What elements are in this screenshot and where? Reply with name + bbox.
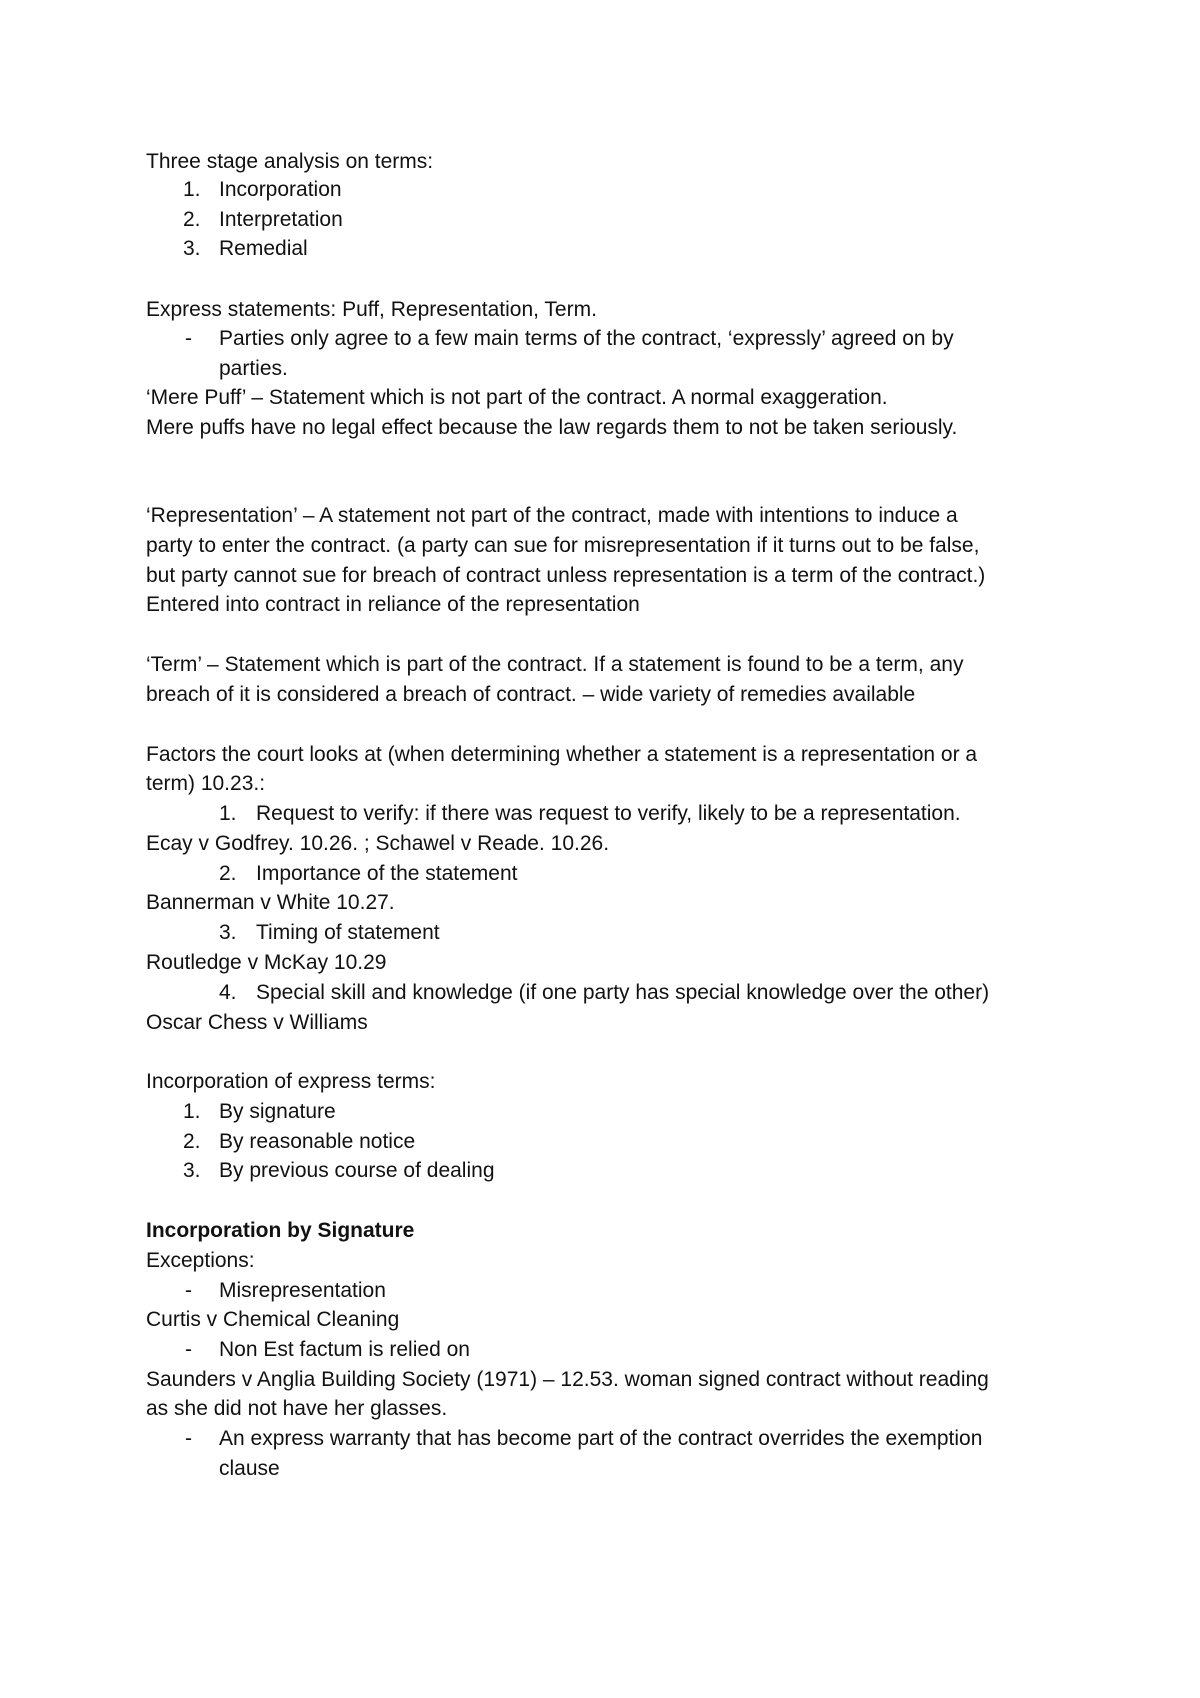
case-citation: Bannerman v White 10.27. bbox=[146, 891, 395, 914]
incorporation-item: By signature bbox=[219, 1100, 336, 1123]
incorporation-number: 1. bbox=[183, 1100, 201, 1123]
stage-item: Remedial bbox=[219, 237, 308, 260]
incorporation-item: By previous course of dealing bbox=[219, 1159, 495, 1182]
mere-puff-note: Mere puffs have no legal effect because the law regards them to not be taken seriously. bbox=[146, 416, 958, 439]
representation-line: ‘Representation’ – A statement not part of the contract, made with intentions to induce a bbox=[146, 504, 958, 527]
case-citation: Routledge v McKay 10.29 bbox=[146, 951, 387, 974]
representation-line: but party cannot sue for breach of contract unless representation is a term of the contract.) bbox=[146, 564, 986, 587]
term-line: ‘Term’ – Statement which is part of the contract. If a statement is found to be a term, any bbox=[146, 653, 964, 676]
case-citation: Curtis v Chemical Cleaning bbox=[146, 1308, 400, 1331]
bullet-dash: - bbox=[185, 1279, 192, 1302]
factor-number: 1. bbox=[219, 802, 237, 825]
factor-item: Timing of statement bbox=[256, 921, 440, 944]
stage-number: 2. bbox=[183, 208, 201, 231]
factor-item: Importance of the statement bbox=[256, 862, 518, 885]
exception-item: Misrepresentation bbox=[219, 1279, 386, 1302]
express-bullet-line: Parties only agree to a few main terms of the contract, ‘expressly’ agreed on by bbox=[219, 327, 954, 350]
bullet-dash: - bbox=[185, 1427, 192, 1450]
express-bullet-line: parties. bbox=[219, 357, 288, 380]
factor-number: 2. bbox=[219, 862, 237, 885]
representation-line: party to enter the contract. (a party can sue for misrepresentation if it turns out to be false, bbox=[146, 534, 980, 557]
exception-item: clause bbox=[219, 1457, 280, 1480]
incorporation-number: 3. bbox=[183, 1159, 201, 1182]
case-citation: as she did not have her glasses. bbox=[146, 1397, 448, 1420]
bullet-dash: - bbox=[185, 327, 192, 350]
term-line: breach of it is considered a breach of contract. – wide variety of remedies available bbox=[146, 683, 916, 706]
stage-item: Interpretation bbox=[219, 208, 343, 231]
signature-heading: Incorporation by Signature bbox=[146, 1219, 415, 1242]
exception-item: Non Est factum is relied on bbox=[219, 1338, 470, 1361]
stages-heading: Three stage analysis on terms: bbox=[146, 150, 434, 173]
representation-line: Entered into contract in reliance of the representation bbox=[146, 593, 640, 616]
factor-item: Request to verify: if there was request to verify, likely to be a representation. bbox=[256, 802, 961, 825]
stage-number: 1. bbox=[183, 178, 201, 201]
stage-item: Incorporation bbox=[219, 178, 342, 201]
express-heading: Express statements: Puff, Representation, Term. bbox=[146, 298, 597, 321]
factor-item: Special skill and knowledge (if one party has special knowledge over the other) bbox=[256, 981, 990, 1004]
bullet-dash: - bbox=[185, 1338, 192, 1361]
incorporation-item: By reasonable notice bbox=[219, 1130, 416, 1153]
stage-number: 3. bbox=[183, 237, 201, 260]
exceptions-label: Exceptions: bbox=[146, 1249, 255, 1272]
factors-heading: Factors the court looks at (when determining whether a statement is a representation or a bbox=[146, 743, 978, 766]
mere-puff-definition: ‘Mere Puff’ – Statement which is not part of the contract. A normal exaggeration. bbox=[146, 386, 888, 409]
case-citation: Saunders v Anglia Building Society (1971) – 12.53. woman signed contract without reading bbox=[146, 1368, 989, 1391]
incorporation-number: 2. bbox=[183, 1130, 201, 1153]
incorporation-heading: Incorporation of express terms: bbox=[146, 1070, 436, 1093]
factor-number: 4. bbox=[219, 981, 237, 1004]
exception-item: An express warranty that has become part of the contract overrides the exemption bbox=[219, 1427, 983, 1450]
case-citation: Oscar Chess v Williams bbox=[146, 1011, 368, 1034]
case-citation: Ecay v Godfrey. 10.26. ; Schawel v Reade. 10.26. bbox=[146, 832, 610, 855]
factors-heading: term) 10.23.: bbox=[146, 772, 266, 795]
factor-number: 3. bbox=[219, 921, 237, 944]
